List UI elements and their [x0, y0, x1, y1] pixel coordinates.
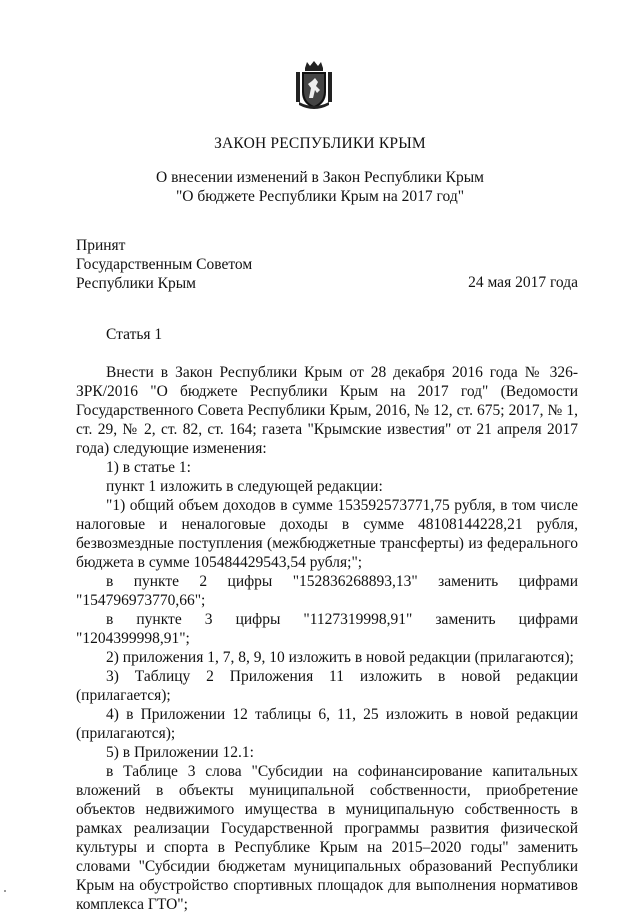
subtitle-line-2: "О бюджете Республики Крым на 2017 год" — [175, 188, 465, 205]
paragraph-item-1: 1) в статье 1: — [106, 459, 191, 476]
paragraph-point-1-intro: пункт 1 изложить в следующей редакции: — [106, 478, 383, 495]
adoption-line-3: Республики Крым — [76, 275, 196, 292]
paragraph-table-3: в Таблице 3 слова "Субсидии на софинансирование капитальных вложений в объекты муниципальной собственности, приобретение объектов недвижимого имущества в муниципальную собственность в рамках реализации Государственной программы развития физической культуры и спорта в Республике Крым на 2015–2020 годы" заменить словами "Субсидии бюджетам муниципальных образований Республики Крым на обустройство спортивных площадок для выполнения нормативов комплекса ГТО"; — [76, 763, 578, 913]
adoption-date: 24 мая 2017 года — [468, 274, 578, 291]
paragraph-item-5: 5) в Приложении 12.1: — [106, 744, 254, 761]
paragraph-point-1-text: "1) общий объем доходов в сумме 153592573771,75 рубля, в том числе налоговые и неналоговые доходы в сумме 48108144228,21 рубля, безвозмездные поступления (межбюджетные трансферты) из федерального бюджета в сумме 105484429543,54 рубля;"; — [76, 497, 578, 571]
document-title: ЗАКОН РЕСПУБЛИКИ КРЫМ — [214, 135, 426, 152]
adoption-block — [76, 236, 252, 293]
paragraph-item-4: 4) в Приложении 12 таблицы 6, 11, 25 изложить в новой редакции (прилагаются); — [76, 706, 578, 742]
article-body — [76, 363, 578, 914]
paragraph-point-3: в пункте 3 цифры "1127319998,91" заменить цифрами "1204399998,91"; — [76, 611, 578, 647]
scan-artifact-dot — [4, 890, 6, 892]
crimea-coat-of-arms-icon — [293, 60, 335, 110]
paragraph-point-2: в пункте 2 цифры "152836268893,13" заменить цифрами "154796973770,66"; — [76, 573, 578, 609]
paragraph-item-3: 3) Таблицу 2 Приложения 11 изложить в новой редакции (прилагается); — [76, 668, 578, 704]
paragraph-intro: Внести в Закон Республики Крым от 28 декабря 2016 года № 326-ЗРК/2016 "О бюджете Республики Крым на 2017 год" (Ведомости Государственного Совета Республики Крым, 2016, № 12, ст. 675; 2017, № 1, ст. 29, № 2, ст. 82, ст. 164; газета "Крымские известия" от 21 апреля 2017 года) следующие изменения: — [76, 364, 578, 457]
document-subtitle — [0, 168, 640, 206]
article-heading: Статья 1 — [106, 326, 163, 343]
subtitle-line-1: О внесении изменений в Закон Республики Крым — [156, 169, 484, 186]
paragraph-item-2: 2) приложения 1, 7, 8, 9, 10 изложить в новой редакции (прилагаются); — [106, 649, 574, 666]
adoption-line-1: Принят — [76, 237, 126, 254]
adoption-line-2: Государственным Советом — [76, 256, 253, 273]
